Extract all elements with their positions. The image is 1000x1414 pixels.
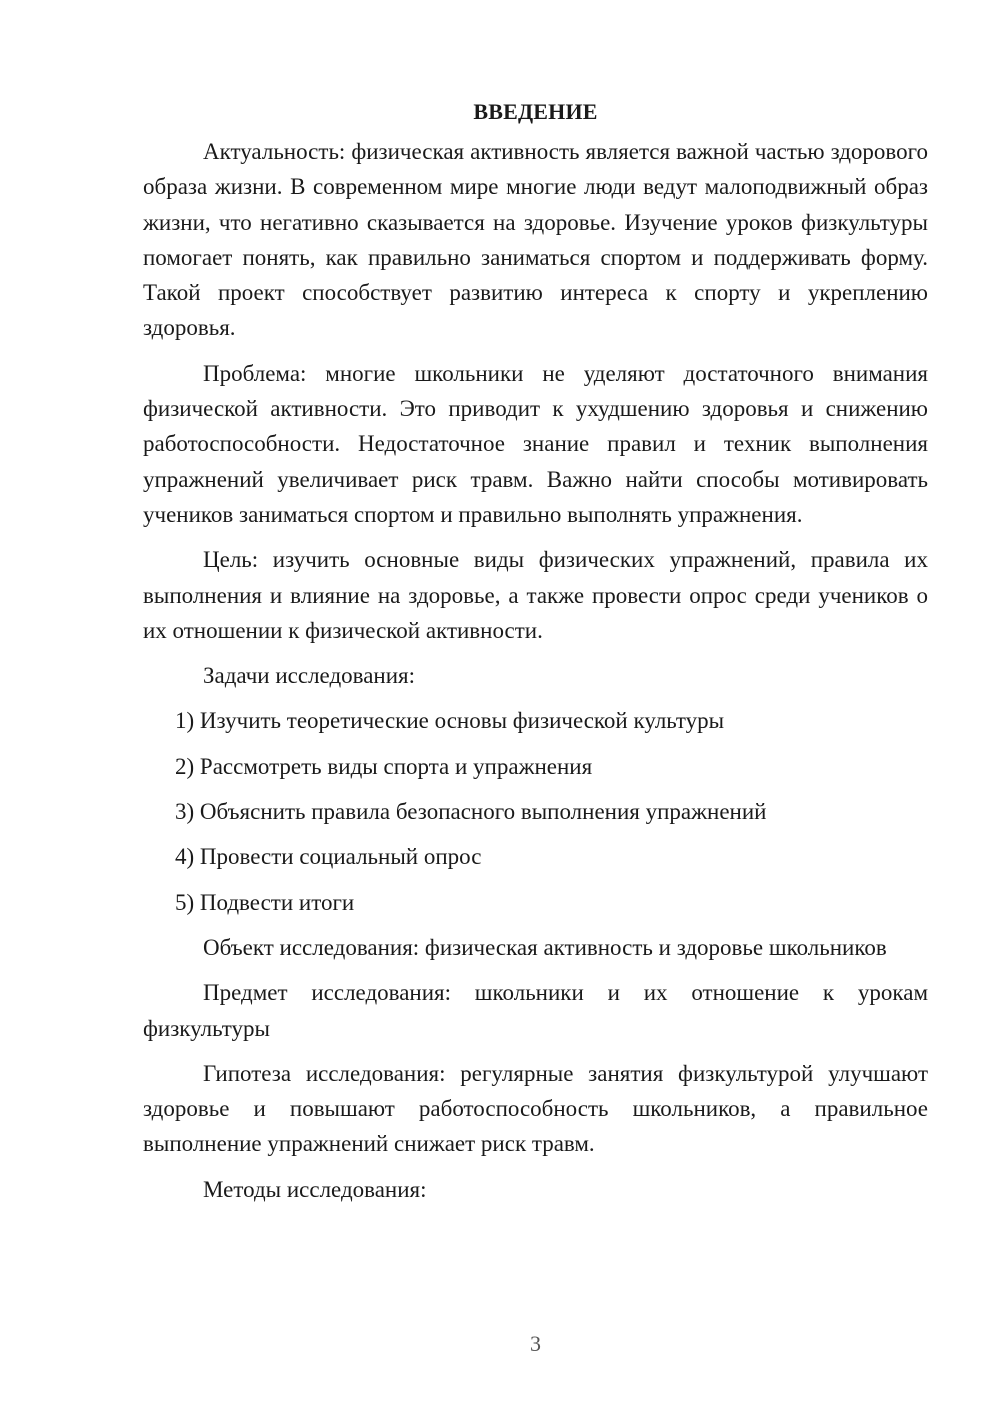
task-item: 4) Провести социальный опрос bbox=[175, 844, 482, 870]
page-heading: ВВЕДЕНИЕ bbox=[473, 99, 598, 124]
hypothesis-paragraph: Гипотеза исследования: регулярные занятия физкультурой улучшают здоровье и повышают работоспособность школьников, а правильное выполнение упражнений снижает риск травм. bbox=[143, 1060, 928, 1157]
task-item: 1) Изучить теоретические основы физической культуры bbox=[175, 708, 725, 734]
goal-paragraph: Цель: изучить основные виды физических упражнений, правила их выполнения и влияние на здоровье, а также провести опрос среди учеников о их отношении к физической активности. bbox=[143, 547, 928, 643]
tasks-title: Задачи исследования: bbox=[203, 663, 416, 689]
task-item: 2) Рассмотреть виды спорта и упражнения bbox=[175, 753, 593, 779]
problem-paragraph: Проблема: многие школьники не уделяют достаточного внимания физической активности. Это приводит к ухудшению здоровья и снижению работоспособности. Недостаточное знание правил и техник выполнения упражнений увеличивает риск травм. Важно найти способы мотивировать учеников заниматься спортом и правильно выполнять упражнения. bbox=[143, 360, 928, 527]
task-item: 5) Подвести итоги bbox=[175, 889, 355, 915]
page-content bbox=[143, 94, 928, 1217]
object-paragraph: Объект исследования: физическая активность и здоровье школьников bbox=[203, 934, 887, 960]
subject-paragraph: Предмет исследования: школьники и их отношение к урокам физкультуры bbox=[143, 980, 928, 1041]
page-number: 3 bbox=[530, 1331, 541, 1356]
tasks-list bbox=[143, 703, 928, 919]
relevance-paragraph: Актуальность: физическая активность является важной частью здорового образа жизни. В современном мире многие люди ведут малоподвижный образ жизни, что негативно сказывается на здоровье. Изучение уроков физкультуры помогает понять, как правильно заниматься спортом и поддерживать форму. Такой проект способствует развитию интереса к спорту и укреплению здоровья. bbox=[143, 139, 928, 341]
methods-paragraph: Методы исследования: bbox=[203, 1176, 427, 1202]
task-item: 3) Объяснить правила безопасного выполнения упражнений bbox=[175, 799, 767, 825]
